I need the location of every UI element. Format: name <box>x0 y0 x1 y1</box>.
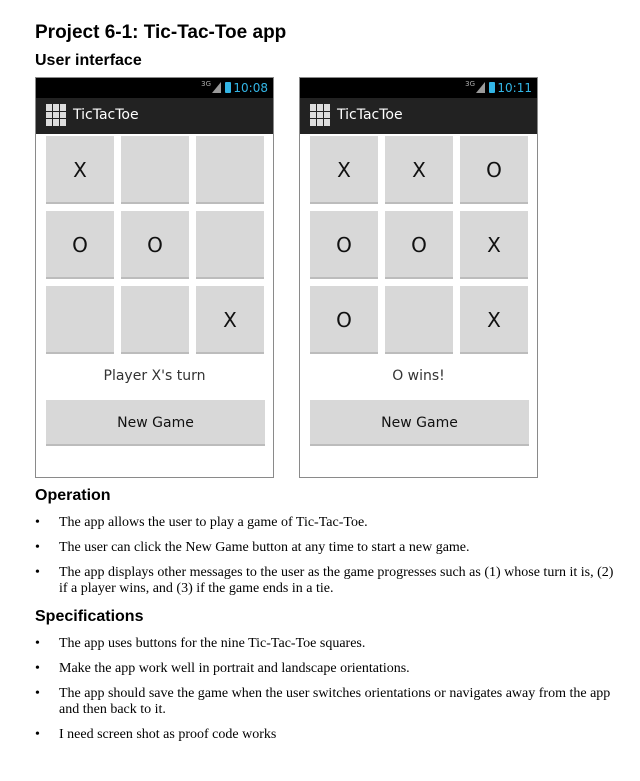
game-status-message: Player X's turn <box>103 368 206 384</box>
status-bar <box>36 78 273 98</box>
board-square[interactable] <box>196 211 264 279</box>
app-title: TicTacToe <box>73 107 139 123</box>
list-item: • The app allows the user to play a game of Tic-Tac-Toe. <box>35 515 620 531</box>
game-board <box>46 136 266 356</box>
board-square[interactable]: O <box>385 211 453 279</box>
action-bar <box>300 98 537 134</box>
specifications-list <box>35 636 620 752</box>
board-square[interactable] <box>121 136 189 204</box>
board-square[interactable]: X <box>460 211 528 279</box>
section-heading-specifications: Specifications <box>35 608 144 625</box>
list-item: • Make the app work well in portrait and landscape orientations. <box>35 661 620 677</box>
operation-list <box>35 515 620 606</box>
board-square[interactable]: O <box>310 286 378 354</box>
phone-screenshot-2 <box>299 77 538 478</box>
board-square[interactable] <box>196 136 264 204</box>
new-game-button[interactable]: New Game <box>310 400 529 446</box>
board-square[interactable] <box>385 286 453 354</box>
battery-icon <box>489 82 495 93</box>
game-status-message: O wins! <box>392 368 445 384</box>
board-square[interactable]: X <box>385 136 453 204</box>
signal-icon <box>476 82 485 96</box>
board-square[interactable]: X <box>460 286 528 354</box>
section-heading-user-interface: User interface <box>35 52 142 69</box>
phone-screenshot-1 <box>35 77 274 478</box>
network-type: 3G <box>465 80 475 88</box>
board-square[interactable]: X <box>196 286 264 354</box>
board-square[interactable]: X <box>310 136 378 204</box>
board-square[interactable]: O <box>46 211 114 279</box>
app-title: TicTacToe <box>337 107 403 123</box>
status-clock: 10:11 <box>497 81 532 95</box>
battery-icon <box>225 82 231 93</box>
board-square[interactable] <box>46 286 114 354</box>
board-square[interactable]: O <box>121 211 189 279</box>
board-square[interactable]: O <box>460 136 528 204</box>
new-game-button[interactable]: New Game <box>46 400 265 446</box>
list-item: • The app displays other messages to the user as the game progresses such as (1) whose turn it is, (2) if a player wins, and (3) if the game ends in a tie. <box>35 565 620 597</box>
status-bar <box>300 78 537 98</box>
game-board <box>310 136 530 356</box>
list-item: • I need screen shot as proof code works <box>35 727 620 743</box>
status-clock: 10:08 <box>233 81 268 95</box>
action-bar <box>36 98 273 134</box>
tictactoe-app-icon <box>310 104 330 126</box>
list-item: • The app should save the game when the user switches orientations or navigates away from the app and then back to it. <box>35 686 620 718</box>
board-square[interactable] <box>121 286 189 354</box>
list-item: • The app uses buttons for the nine Tic-Tac-Toe squares. <box>35 636 620 652</box>
list-item: • The user can click the New Game button at any time to start a new game. <box>35 540 620 556</box>
network-type: 3G <box>201 80 211 88</box>
tictactoe-app-icon <box>46 104 66 126</box>
signal-icon <box>212 82 221 96</box>
page-title: Project 6-1: Tic-Tac-Toe app <box>35 22 287 43</box>
section-heading-operation: Operation <box>35 487 111 504</box>
board-square[interactable]: X <box>46 136 114 204</box>
board-square[interactable]: O <box>310 211 378 279</box>
